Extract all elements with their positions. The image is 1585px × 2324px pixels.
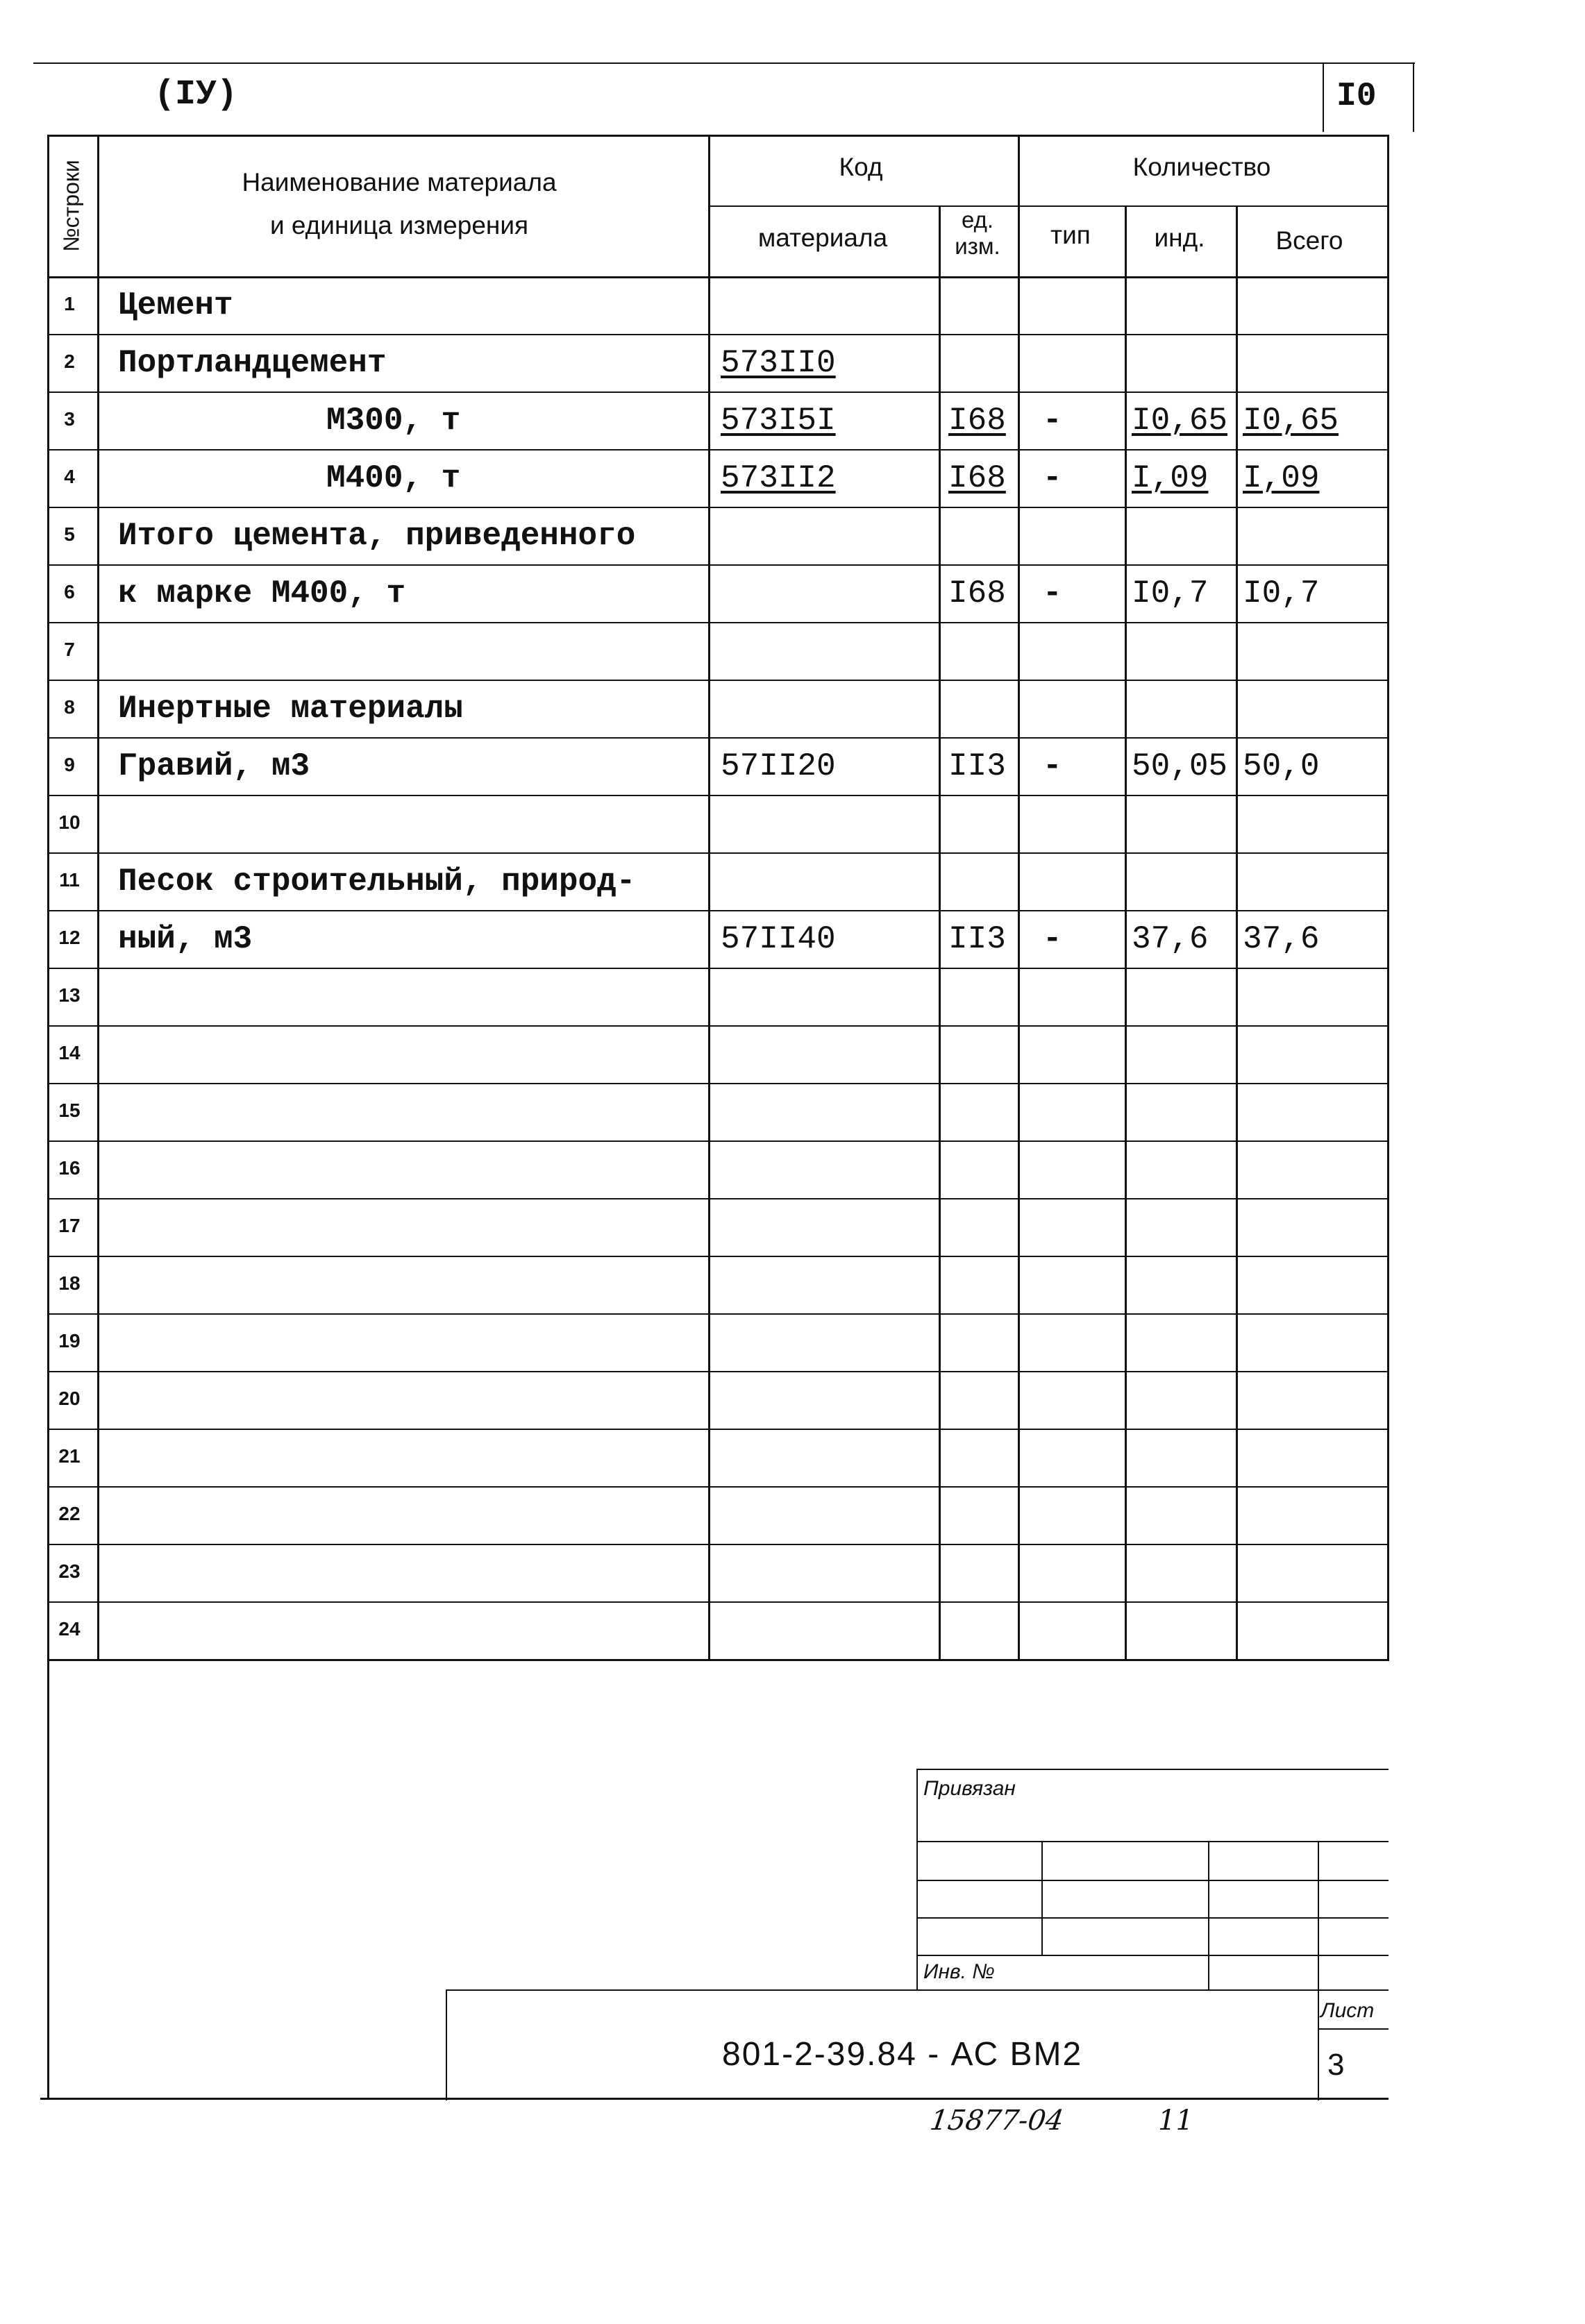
quantity-individual: 37,6 (1132, 921, 1209, 957)
quantity-type: - (1043, 403, 1062, 439)
row-number: 14 (58, 1042, 81, 1063)
table-row (47, 276, 1387, 334)
header-sub-divider (708, 205, 1387, 207)
stamp-top-line (916, 1769, 1389, 1770)
qty-total-header: Всего (1275, 226, 1343, 255)
handwritten-mark: 11 (1158, 2105, 1193, 2137)
quantity-total: I0,65 (1243, 403, 1339, 439)
material-name: М300, т (326, 403, 461, 439)
row-number: 16 (58, 1157, 81, 1179)
row-number: 13 (58, 984, 81, 1006)
row-number: 9 (64, 754, 75, 775)
material-name: Цемент (118, 287, 233, 323)
quantity-individual: 50,05 (1132, 748, 1228, 784)
code-group-header: Код (839, 153, 883, 181)
qty-group-header: Количество (1132, 153, 1271, 181)
sheet-label: Лист (1320, 1999, 1375, 2022)
table-row (47, 1544, 1387, 1601)
table-row (47, 1601, 1387, 1659)
material-name: Портландцемент (118, 345, 387, 381)
table-row (47, 910, 1387, 968)
quantity-type: - (1043, 921, 1062, 957)
table-row (47, 737, 1387, 795)
row-number: 24 (58, 1618, 81, 1640)
table-row (47, 1371, 1387, 1429)
document-designation: 801-2-39.84 - АС ВМ2 (722, 2036, 1083, 2073)
table-row (47, 1429, 1387, 1486)
code-material-header: материала (757, 224, 888, 252)
sheet-number: I0 (1336, 78, 1377, 115)
row-number: 4 (64, 466, 75, 487)
table-top-border (47, 135, 1389, 137)
stamp-col-line (1318, 1841, 1319, 1991)
material-name: к марке М400, т (118, 575, 406, 612)
row-number: 23 (58, 1560, 81, 1582)
quantity-total: 37,6 (1243, 921, 1320, 957)
material-name: Песок строительный, природ- (118, 864, 636, 900)
table-bottom-border (47, 1659, 1389, 1661)
table-row (47, 1486, 1387, 1544)
row-number: 12 (58, 927, 81, 948)
name-header-line2: и единица измерения (269, 211, 529, 239)
table-row (47, 968, 1387, 1025)
row-number: 2 (64, 351, 75, 372)
row-number: 21 (58, 1445, 81, 1467)
row-number: 3 (64, 408, 75, 430)
row-number-header-text: №строки (58, 159, 84, 252)
material-code: 573II0 (721, 345, 836, 381)
table-row (47, 391, 1387, 449)
table-row (47, 449, 1387, 507)
table-row (47, 1313, 1387, 1371)
quantity-individual: I0,7 (1132, 575, 1209, 612)
row-number: 11 (59, 869, 80, 891)
sheet-value: 3 (1327, 2048, 1345, 2082)
table-row (47, 1198, 1387, 1256)
row-number: 20 (58, 1388, 81, 1409)
material-code: 573I5I (721, 403, 836, 439)
row-number: 8 (64, 696, 75, 718)
table-row (47, 795, 1387, 852)
linked-label: Привязан (923, 1777, 1016, 1800)
unit-code: II3 (948, 748, 1006, 784)
material-name: М400, т (326, 460, 461, 496)
sheet-cell-left-line (1318, 1989, 1319, 2100)
row-number: 17 (58, 1215, 81, 1236)
table-right-border (1387, 135, 1389, 1661)
table-row (47, 1256, 1387, 1313)
material-name: Гравий, м3 (118, 748, 310, 784)
stamp-col-line (1208, 1841, 1209, 1991)
row-number: 18 (58, 1272, 81, 1294)
name-header-line1: Наименование материала (242, 168, 557, 196)
table-row (47, 852, 1387, 910)
title-block-top-line (446, 1989, 1389, 1991)
page-bottom-frame-line (40, 2098, 1389, 2100)
unit-code: I68 (948, 403, 1006, 439)
section-label: (IУ) (154, 75, 238, 115)
row-number: 15 (58, 1100, 81, 1121)
table-row (47, 680, 1387, 737)
row-number-header (47, 136, 96, 275)
unit-code: I68 (948, 575, 1006, 612)
table-row (47, 507, 1387, 564)
row-number: 6 (64, 581, 75, 603)
unit-code: I68 (948, 460, 1006, 496)
quantity-individual: I,09 (1132, 460, 1209, 496)
row-number: 1 (64, 293, 75, 314)
material-name: ный, м3 (118, 921, 253, 957)
material-name: Итого цемента, приведенного (118, 518, 636, 554)
table-row (47, 1083, 1387, 1140)
row-number: 5 (64, 523, 75, 545)
row-number: 10 (58, 811, 81, 833)
qty-type-header: тип (1050, 221, 1091, 249)
row-number: 22 (58, 1503, 81, 1524)
table-row (47, 1025, 1387, 1083)
quantity-total: 50,0 (1243, 748, 1320, 784)
quantity-type: - (1043, 575, 1062, 612)
page-left-frame-line (47, 1659, 49, 2099)
quantity-type: - (1043, 748, 1062, 784)
quantity-type: - (1043, 460, 1062, 496)
inventory-number-label: Инв. № (923, 1960, 995, 1983)
quantity-individual: I0,65 (1132, 403, 1228, 439)
table-row (47, 622, 1387, 680)
qty-ind-header: инд. (1154, 224, 1205, 252)
code-unit-header: ед. изм. (955, 207, 1000, 259)
stamp-col-line (1041, 1841, 1043, 1955)
table-row (47, 334, 1387, 391)
row-number: 7 (64, 639, 75, 660)
title-block-left-line (446, 1989, 447, 2100)
table-row (47, 1140, 1387, 1198)
unit-code: II3 (948, 921, 1006, 957)
material-code: 57II20 (721, 748, 836, 784)
row-number: 19 (58, 1330, 81, 1352)
handwritten-number: 15877-04 (928, 2105, 1066, 2137)
quantity-total: I,09 (1243, 460, 1320, 496)
table-row (47, 564, 1387, 622)
quantity-total: I0,7 (1243, 575, 1320, 612)
sheet-cell-divider (1318, 2028, 1389, 2030)
material-code: 57II40 (721, 921, 836, 957)
material-code: 573II2 (721, 460, 836, 496)
material-name: Инертные материалы (118, 691, 463, 727)
